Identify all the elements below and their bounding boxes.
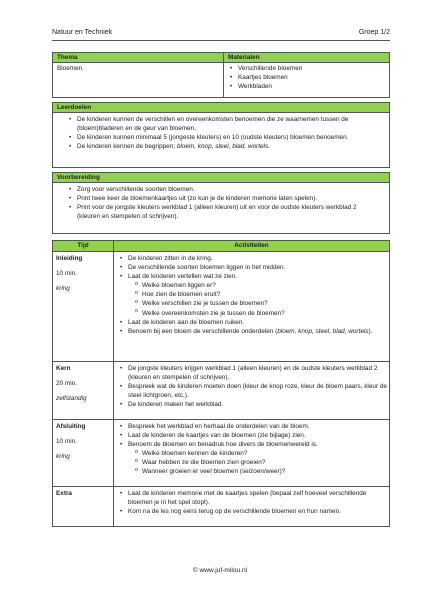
question-item: o Welke verschillen zie je tussen de bloemen?	[120, 299, 387, 308]
thema-value: Bloemen	[53, 63, 224, 98]
leerdoel-text: De kinderen kennen de begrippen;	[77, 143, 177, 151]
activity-item: • Bespreek wat de kinderen moeten doen (kleur de knop roze, kleur de bloem paars, kleur de steel lichtgroen, etc.).	[114, 382, 387, 400]
voorbereiding-item: • Zorg voor verschillende soorten bloemen.	[63, 185, 379, 194]
thema-body-row	[53, 63, 389, 98]
voorbereiding-heading: Voorbereiding	[53, 173, 389, 183]
question-item: o Welke bloemen kennen de kinderen?	[120, 449, 387, 458]
kern-row	[53, 361, 389, 419]
page-header	[52, 28, 390, 38]
thema-heading: Thema	[53, 53, 224, 62]
kern-list	[114, 364, 387, 409]
activity-suffix: ).	[368, 327, 373, 335]
leerdoel-item	[63, 142, 379, 151]
leerdoelen-table	[52, 102, 390, 168]
extra-row	[53, 486, 389, 527]
question-item: o Hoe zien de bloemen eruit?	[120, 290, 387, 299]
afsluiting-list	[114, 422, 387, 449]
activity-item: • Laat de kinderen vertellen wat ze zien.	[114, 272, 387, 281]
phase-form: kring	[56, 453, 70, 461]
phase-name: Inleiding	[56, 255, 83, 262]
voorbereiding-list	[53, 183, 389, 221]
inleiding-activities	[114, 252, 389, 361]
thema-table	[52, 52, 390, 98]
extra-activities	[114, 487, 389, 527]
afsluiting-meta	[53, 420, 114, 486]
phase-name: Afsluiting	[56, 423, 86, 430]
activities-column-heading: Activiteiten	[234, 242, 269, 249]
extra-meta	[53, 487, 114, 527]
activity-item	[114, 327, 387, 336]
inleiding-list-continued	[114, 318, 387, 336]
activity-item: • De jongste kleuters krijgen werkblad 1 (alleen kleuren) en de oudste kleuters werkblad 2 (kleuren en stempelen of schrijven).	[114, 364, 387, 382]
activity-item: • Bespreek het werkblad en herhaal de onderdelen van de bloem.	[114, 422, 387, 431]
phase-form: zelfstandig	[56, 395, 87, 403]
leerdoel-item: • De kinderen kunnen minimaal 5 (jongeste kleuters) en 10 (oudste kleuters) bloemen benoemen.	[63, 133, 379, 142]
afsluiting-activities	[114, 420, 389, 486]
time-column-heading: Tijd	[53, 241, 114, 251]
phase-duration: 10 min.	[56, 438, 77, 446]
materials-heading: Materialen	[228, 54, 260, 61]
leerdoel-item: • De kinderen kunnen de verschillen en overeenkomsten benoemen die ze waarnemen tussen de (bloem)bladeren en de geur van bloemen.	[63, 115, 379, 133]
material-item: • Werkbladen	[224, 82, 389, 91]
leerdoelen-list	[53, 113, 389, 151]
material-item: • Kaartjes bloemen	[224, 73, 389, 82]
leerdoel-terms: bloem, knop, steel, blad, wortels	[176, 143, 269, 151]
phase-form: kring	[56, 285, 70, 293]
activity-item: • Kom na de les nog eens terug op de verschillende bloemen en hun namen.	[114, 507, 387, 516]
phase-duration: 10 min.	[56, 270, 77, 278]
activity-item: • De verschillende soorten bloemen liggen in het midden.	[114, 263, 387, 272]
phase-duration: 20 min.	[56, 380, 77, 388]
activity-item: • De kinderen zitten in de kring.	[114, 254, 387, 263]
header-divider	[52, 40, 390, 41]
activity-item: • De kinderen maken het werkblad.	[114, 400, 387, 409]
materials-list	[224, 64, 389, 91]
activity-item: • Laat de kinderen de kaartjes van de bloemen (zie bijlage) zien.	[114, 431, 387, 440]
voorbereiding-item: • Print voor de jongste kleuters werkblad 1 (alleen kleuren) uit en voor de oudste kleuters werkblad 2 (kleuren en stempelen of schrijven).	[63, 203, 379, 221]
activity-text: Benoem bij een bloem de verschillende onderdelen (	[128, 327, 278, 335]
activities-table	[52, 240, 390, 527]
voorbereiding-item: • Print twee keer de bloemenkaartjes uit (zo kun je de kinderen memorie laten spelen).	[63, 194, 379, 203]
question-item: o Wanneer groeien er veel bloemen (seizoen/weer)?	[120, 467, 387, 476]
leerdoel-suffix: .	[268, 143, 270, 151]
activity-item: • Benoem de bloemen en benadruk hoe divers de bloemenwereld is.	[114, 440, 387, 449]
phase-name: Extra	[56, 490, 72, 497]
activity-item: • Laat de kinderen memorie met de kaartjes spelen (bepaal zelf hoeveel verschillende bloemen je in het spel stopt).	[114, 489, 387, 507]
question-item: o Welke bloemen liggen er?	[120, 281, 387, 290]
afsluiting-row	[53, 419, 389, 486]
inleiding-meta	[53, 252, 114, 361]
inleiding-list	[114, 254, 387, 281]
inleiding-questions	[120, 281, 387, 317]
footer-copyright: © www.juf-milou.nl	[192, 567, 248, 574]
kern-meta	[53, 362, 114, 419]
material-item: • Verschillende bloemen	[224, 64, 389, 73]
kern-activities	[114, 362, 389, 419]
leerdoelen-heading: Leerdoelen	[53, 103, 389, 113]
phase-name: Kern	[56, 365, 71, 372]
voorbereiding-table	[52, 172, 390, 234]
extra-list	[114, 489, 387, 516]
group-label: Groep 1/2	[358, 29, 390, 36]
afsluiting-questions	[120, 449, 387, 476]
inleiding-row	[53, 251, 389, 361]
question-item: o Welke overeenkomsten zie je tussen de bloemen?	[120, 309, 387, 318]
subject-label: Natuur en Techniek	[52, 29, 113, 36]
activity-terms: bloem, knop, steel, blad, wortels	[277, 327, 369, 335]
materials-cell	[224, 63, 389, 98]
question-item: o Waar hebben ze die bloemen zien groeien?	[120, 458, 387, 467]
activities-header-row	[53, 241, 389, 251]
thema-header-row	[53, 53, 389, 63]
activity-item: • Laat de kinderen aan de bloemen ruiken.	[114, 318, 387, 327]
